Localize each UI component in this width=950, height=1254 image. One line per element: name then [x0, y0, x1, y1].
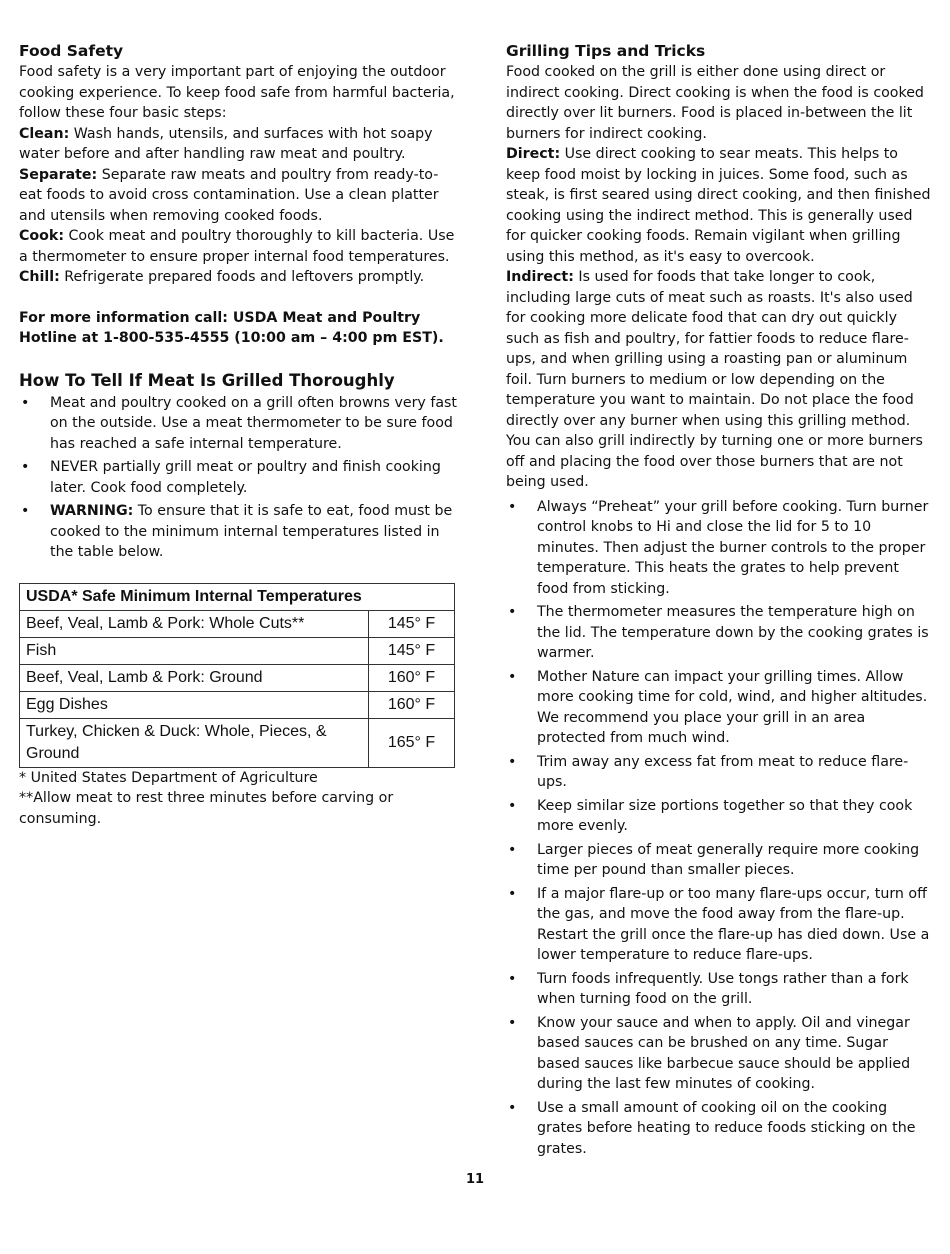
step-text: Cook meat and poultry thoroughly to kill bacteria. Use a thermometer to ensure proper internal food temperatures. — [19, 228, 455, 265]
list-item: • Larger pieces of meat generally require more cooking time per pound than smaller pieces. — [506, 840, 934, 881]
food-safety-step — [19, 267, 459, 288]
list-item — [19, 501, 459, 563]
step-label: Cook: — [19, 228, 65, 244]
food-safety-step — [19, 124, 459, 165]
food-cell: Egg Dishes — [20, 691, 369, 718]
table-row — [20, 637, 455, 664]
grilling-tips-heading: Grilling Tips and Tricks — [506, 42, 706, 60]
step-label: Chill: — [19, 269, 60, 285]
table-row — [20, 664, 455, 691]
table-row — [20, 691, 455, 718]
list-item: • Use a small amount of cooking oil on the cooking grates before heating to reduce foods sticking on the grates. — [506, 1098, 934, 1160]
direct-label: Direct: — [506, 146, 561, 162]
temperature-table — [19, 583, 455, 768]
list-item: • The thermometer measures the temperature high on the lid. The temperature down by the cooking grates is warmer. — [506, 602, 934, 664]
list-item: • Know your sauce and when to apply. Oil and vinegar based sauces can be brushed on any time. Sugar based sauces like barbecue sauce should be applied during the last few minutes of cooking. — [506, 1013, 934, 1095]
food-safety-heading: Food Safety — [19, 42, 124, 60]
hotline-info — [19, 308, 459, 349]
page-number: 11 — [465, 1172, 485, 1187]
step-text: Wash hands, utensils, and surfaces with hot soapy water before and after handling raw meat and poultry. — [19, 125, 433, 162]
temp-cell: 145° F — [369, 637, 455, 664]
temp-cell: 145° F — [369, 610, 455, 637]
table-footnote-2: **Allow meat to rest three minutes before carving or consuming. — [19, 790, 394, 827]
direct-text: Use direct cooking to sear meats. This helps to keep food moist by locking in juices. Some food, such as steak, is first seared using direct cooking, and then finished cooking using the indirect method. This is generally used for quicker cooking foods. Remain vigilant when grilling using this method, as it's easy to overcook. — [506, 146, 931, 265]
food-safety-step — [19, 226, 459, 267]
warning-label: WARNING: — [50, 503, 134, 519]
step-label: Separate: — [19, 166, 98, 183]
food-cell: Beef, Veal, Lamb & Pork: Whole Cuts** — [20, 610, 369, 637]
list-item: • Mother Nature can impact your grilling times. Allow more cooking time for cold, wind, and higher altitudes. We recommend you place your grill in an area protected from much wind. — [506, 667, 934, 749]
hotline-line-2: Hotline at 1-800-535-4555 (10:00 am – 4:00 pm EST). — [19, 330, 444, 346]
bullet-text: Meat and poultry cooked on a grill often browns very fast on the outside. Use a meat thermometer to be sure food has reached a safe internal temperature. — [50, 394, 457, 452]
step-text: Separate raw meats and poultry from ready-to-eat foods to avoid cross contamination. Use a clean platter and utensils when removing cooked foods. — [19, 166, 439, 224]
temp-cell: 160° F — [369, 691, 455, 718]
list-item: • Always “Preheat” your grill before cooking. Turn burner control knobs to Hi and close the lid for 5 to 10 minutes. Then adjust the burner controls to the proper temperature. This heats the grates to help prevent food from sticking. — [506, 497, 934, 600]
food-cell: Fish — [20, 637, 369, 664]
indirect-paragraph — [506, 267, 934, 493]
bullet-text: To ensure that it is safe to eat, food must be cooked to the minimum internal temperatures listed in the table below. — [50, 503, 453, 560]
grilling-tips-intro: Food cooked on the grill is either done using direct or indirect cooking. Direct cooking is when the food is cooked directly over lit burners. Food is placed in-between the lit burners for indirect cooking. — [506, 64, 924, 142]
list-item: • If a major flare-up or too many flare-ups occur, turn off the gas, and move the food away from the flare-up. Restart the grill once the flare-up has died down. Use a lower temperature to reduce flare-ups. — [506, 884, 934, 966]
list-item: • Keep similar size portions together so that they cook more evenly. — [506, 796, 934, 837]
indirect-label: Indirect: — [506, 269, 574, 285]
left-column — [19, 40, 459, 829]
list-item — [19, 393, 459, 455]
table-header-row — [20, 583, 455, 610]
table-row — [20, 610, 455, 637]
food-cell: Beef, Veal, Lamb & Pork: Ground — [20, 664, 369, 691]
food-safety-step — [19, 165, 459, 227]
list-item: • Trim away any excess fat from meat to reduce flare-ups. — [506, 752, 934, 793]
indirect-text: Is used for foods that take longer to cook, including large cuts of meat such as roasts. It's also used for cooking more delicate food that can dry out quickly such as fish and poultry, for fattier foods to reduce flare-ups, and when grilling using a roasting pan or aluminum foil. Turn burners to medium or low depending on the temperature you want to maintain. Do not place the food directly over any burner when using this grilling method. You can also grill indirectly by turning one or more burners off and placing the food over those burners that are not being used. — [506, 269, 923, 490]
temp-cell: 160° F — [369, 664, 455, 691]
right-column — [506, 40, 934, 1162]
grilled-thoroughly-list — [19, 393, 459, 563]
bullet-text: NEVER partially grill meat or poultry and finish cooking later. Cook food completely. — [50, 459, 441, 496]
hotline-line-1: For more information call: USDA Meat and Poultry — [19, 309, 421, 326]
grilled-thoroughly-heading: How To Tell If Meat Is Grilled Thoroughly — [19, 370, 395, 390]
table-row — [20, 718, 455, 767]
temp-cell: 165° F — [369, 718, 455, 767]
table-footnote-1: * United States Department of Agriculture — [19, 769, 318, 786]
list-item — [19, 457, 459, 498]
table-header: USDA* Safe Minimum Internal Temperatures — [20, 583, 455, 610]
grilling-tips-list — [506, 497, 934, 1160]
step-text: Refrigerate prepared foods and leftovers promptly. — [59, 269, 425, 285]
food-cell: Turkey, Chicken & Duck: Whole, Pieces, & Ground — [20, 718, 369, 767]
list-item: • Turn foods infrequently. Use tongs rather than a fork when turning food on the grill. — [506, 969, 934, 1010]
food-safety-intro: Food safety is a very important part of enjoying the outdoor cooking experience. To keep food safe from harmful bacteria, follow these four basic steps: — [19, 64, 455, 121]
direct-paragraph — [506, 144, 934, 267]
step-label: Clean: — [19, 125, 70, 142]
